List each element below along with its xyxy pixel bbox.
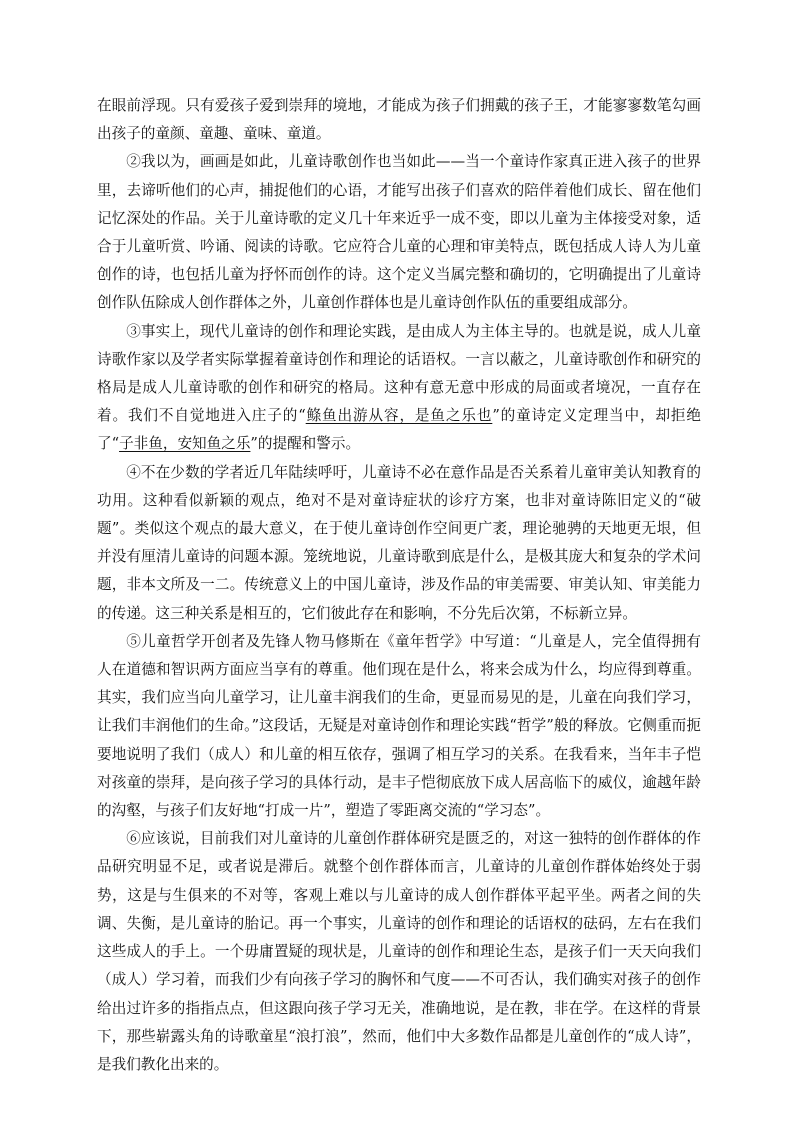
paragraph-3-text-c: ”的提醒和警示。	[250, 435, 361, 453]
paragraph-6: ⑥应该说，目前我们对儿童诗的儿童创作群体研究是匮乏的，对这一独特的创作群体的作品研究明显不足，或者说是滞后。就整个创作群体而言，儿童诗的儿童创作群体始终处于弱势，这是与生俱来的不对等，客观上难以与儿童诗的成人创作群体平起平坐。两者之间的失调、失衡，是儿童诗的胎记。再一个事实，儿童诗的创作和理论的话语权的砝码，左右在我们这些成人的手上。一个毋庸置疑的现状是，儿童诗的创作和理论生态，是孩子们一天天向我们（成人）学习着，而我们少有向孩子学习的胸怀和气度——不可否认，我们确实对孩子的创作给出过许多的指指点点，但这跟向孩子学习无关，准确地说，是在教，非在学。在这样的背景下，那些崭露头角的诗歌童星“浪打浪”，然而，他们中大多数作品都是儿童创作的“成人诗”，是我们教化出来的。	[97, 830, 701, 1073]
paragraph-continued: 在眼前浮现。只有爱孩子爱到崇拜的境地，才能成为孩子们拥戴的孩子王，才能寥寥数笔勾画出孩子的童颜、童趣、童味、童道。	[97, 97, 701, 143]
underlined-quote-1: 鲦鱼出游从容，是鱼之乐也	[305, 407, 493, 425]
underlined-quote-2: 子非鱼，安知鱼之乐	[119, 435, 251, 453]
paragraph-2: ②我以为，画画是如此，儿童诗歌创作也当如此——当一个童诗作家真正进入孩子的世界里，去谛听他们的心声，捕捉他们的心语，才能写出孩子们喜欢的陪伴着他们成长、留在他们记忆深处的作品。关于儿童诗歌的定义几十年来近乎一成不变，即以儿童为主体接受对象，适合于儿童听赏、吟诵、阅读的诗歌。它应符合儿童的心理和审美特点，既包括成人诗人为儿童创作的诗，也包括儿童为抒怀而创作的诗。这个定义当属完整和确切的，它明确提出了儿童诗创作队伍除成人创作群体之外，儿童创作群体也是儿童诗创作队伍的重要组成部分。	[97, 153, 701, 312]
document-page	[97, 92, 701, 1079]
paragraph-3	[97, 318, 701, 459]
paragraph-3-text-a: ③事实上，现代儿童诗的创作和理论实践，是由成人为主体主导的。也就是说，成人儿童诗歌作家以及学者实际掌握着童诗创作和理论的话语权。一言以蔽之，儿童诗歌创作和研究的格局是成人儿童诗歌的创作和研究的格局。这种有意无意中形成的局面或者境况，一直存在着。我们不自觉地进入庄子的“	[97, 322, 701, 425]
paragraph-4: ④不在少数的学者近几年陆续呼吁，儿童诗不必在意作品是否关系着儿童审美认知教育的功用。这种看似新颖的观点，绝对不是对童诗症状的诊疗方案，也非对童诗陈旧定义的“破题”。类似这个观点的最大意义，在于使儿童诗创作空间更广袤，理论驰骋的天地更无垠，但并没有厘清儿童诗的问题本源。笼统地说，儿童诗歌到底是什么，是极其庞大和复杂的学术问题，非本文所及一二。传统意义上的中国儿童诗，涉及作品的审美需要、审美认知、审美能力的传递。这三种关系是相互的，它们彼此存在和影响，不分先后次第，不标新立异。	[97, 463, 701, 622]
paragraph-3-text-b: ”的童诗定义定理当中，却拒绝了“	[97, 407, 701, 453]
paragraph-5: ⑤儿童哲学开创者及先锋人物马修斯在《童年哲学》中写道：“儿童是人，完全值得拥有人在道德和智识两方面应当享有的尊重。他们现在是什么，将来会成为什么，均应得到尊重。其实，我们应当向儿童学习，让儿童丰润我们的生命，更显而易见的是，儿童在向我们学习，让我们丰润他们的生命。”这段话，无疑是对童诗创作和理论实践“哲学”般的释放。它侧重而扼要地说明了我们（成人）和儿童的相互依存，强调了相互学习的关系。在我看来，当年丰子恺对孩童的崇拜，是向孩子学习的具体行动，是丰子恺彻底放下成人居高临下的威仪，逾越年龄的沟壑，与孩子们友好地“打成一片”，塑造了零距离交流的“学习态”。	[97, 632, 701, 820]
